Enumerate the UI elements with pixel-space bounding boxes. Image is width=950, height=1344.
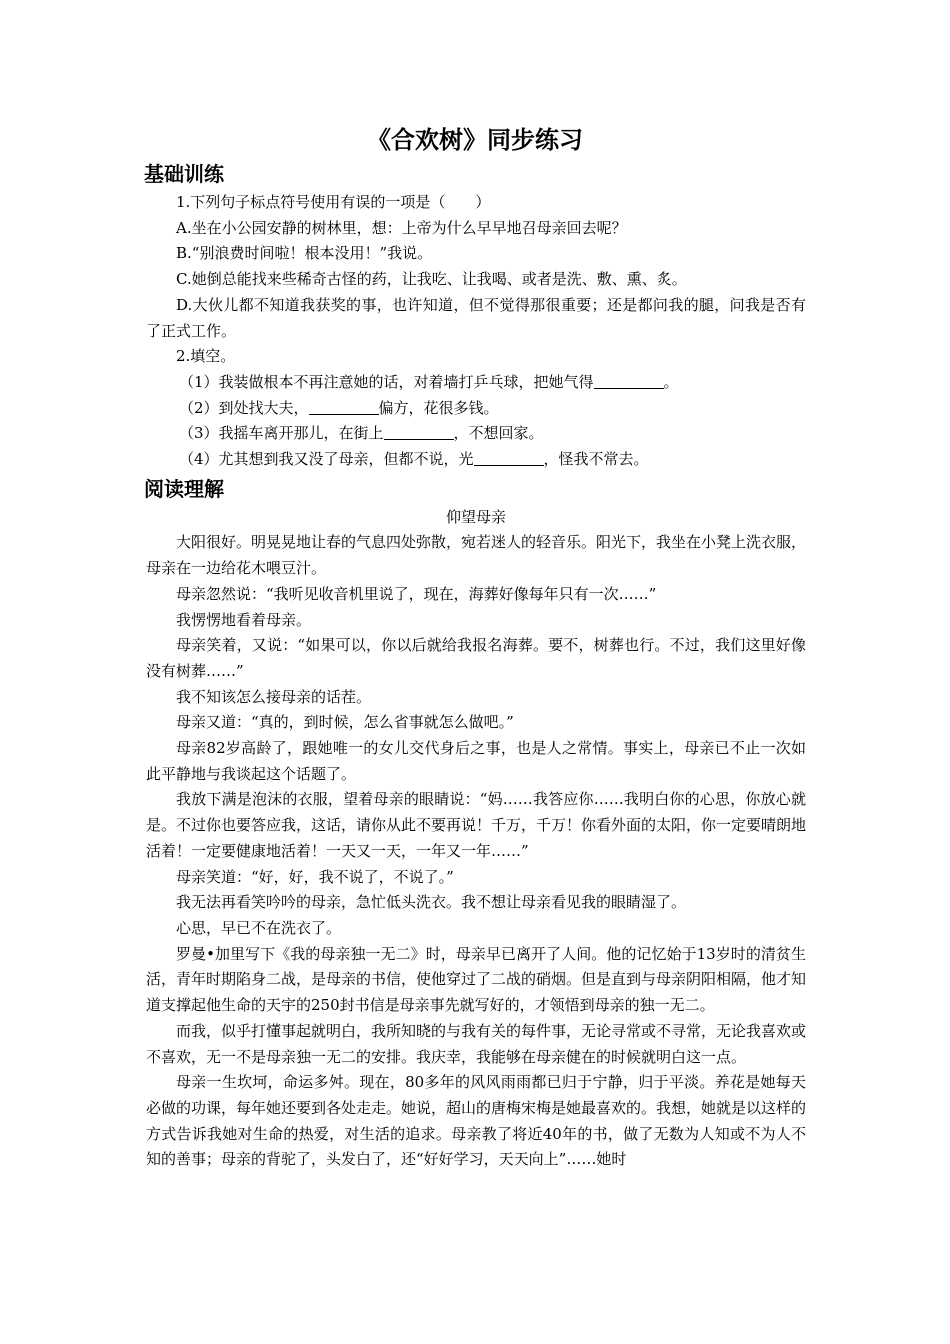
passage-paragraph: 母亲笑着，又说：“如果可以，你以后就给我报名海葬。要不，树葬也行。不过，我们这里好像没有树葬……” <box>146 636 806 680</box>
passage-paragraph: 我无法再看笑吟吟的母亲，急忙低头洗衣。我不想让母亲看见我的眼睛湿了。 <box>176 893 687 912</box>
fill-item-text: （1）我装做根本不再注意她的话，对着墙打乒乓球，把她气得 <box>179 372 594 391</box>
passage-paragraph: 而我，似乎打懂事起就明白，我所知晓的与我有关的每件事，无论寻常或不寻常，无论我喜欢或不喜欢，无一不是母亲独一无二的安排。我庆幸，我能够在母亲健在的时候就明白这一点。 <box>146 1021 807 1066</box>
passage-paragraph: 我愣愣地看着母亲。 <box>176 610 312 629</box>
question-2-stem: 2.填空。 <box>176 347 236 366</box>
question-1-option-c: C.她倒总能找来些稀奇古怪的药，让我吃、让我喝、或者是洗、敷、熏、炙。 <box>176 270 687 289</box>
fill-item-4 <box>146 447 806 473</box>
fill-item-text: 偏方，花很多钱。 <box>378 398 499 417</box>
passage-title: 仰望母亲 <box>445 507 506 526</box>
fill-item-text: 。 <box>663 372 679 391</box>
fill-item-3 <box>146 421 806 447</box>
passage-paragraph: 大阳很好。明晃晃地让春的气息四处弥散，宛若迷人的轻音乐。阳光下，我坐在小凳上洗衣服，母亲在一边给花木喂豆汁。 <box>146 533 807 578</box>
passage-paragraph: 母亲82岁高龄了，跟她唯一的女儿交代身后之事，也是人之常情。事实上，母亲已不止一次如此平静地与我谈起这个话题了。 <box>146 739 806 783</box>
fill-item-text: ，怪我不常去。 <box>543 450 649 469</box>
fill-item-text: （4）尤其想到我又没了母亲，但都不说，光 <box>179 450 474 469</box>
fill-blank <box>309 399 379 415</box>
passage-paragraph: 母亲又道：“真的，到时候，怎么省事就怎么做吧。” <box>176 713 514 732</box>
question-1-option-d: D.大伙儿都不知道我获奖的事，也许知道，但不觉得那很重要；还是都问我的腿，问我是否有了正式工作。 <box>146 295 806 340</box>
question-1-option-b: B.“别浪费时间啦！根本没用！”我说。 <box>176 244 433 263</box>
passage-paragraph: 我不知该怎么接母亲的话茬。 <box>176 687 372 706</box>
passage-paragraph: 母亲忽然说：“我听见收音机里说了，现在，海葬好像每年只有一次……” <box>176 584 657 603</box>
document-body <box>146 158 806 1173</box>
fill-item-2 <box>146 396 806 422</box>
question-1-stem: 1.下列句子标点符号使用有误的一项是（ ） <box>176 193 491 211</box>
passage-paragraph: 母亲一生坎坷，命运多舛。现在，80多年的风风雨雨都已归于宁静，归于平淡。养花是她每天必做的功课，每年她还要到各处走走。她说，超山的唐梅宋梅是她最喜欢的。我想，她就是以这样的方式告诉我她对生命的热爱，对生活的追求。母亲教了将近40年的书，做了无数为人知或不为人不知的善事；母亲的背驼了，头发白了，还“好好学习，天天向上”……她时 <box>146 1073 807 1169</box>
passage-paragraph: 心思，早已不在洗衣了。 <box>176 918 342 937</box>
passage-paragraph: 母亲笑道：“好，好，我不说了，不说了。” <box>176 867 454 886</box>
passage-paragraph: 罗曼•加里写下《我的母亲独一无二》时，母亲早已离开了人间。他的记忆始于13岁时的清贫生活，青年时期陷身二战，是母亲的书信，使他穿过了二战的硝烟。但是直到与母亲阴阳相隔，他才知道支撑起他生命的天宇的250封书信是母亲事先就写好的，才领悟到母亲的独一无二。 <box>146 944 807 1015</box>
section-heading-basic-training: 基础训练 <box>144 162 224 186</box>
fill-blank <box>384 424 454 440</box>
fill-item-1 <box>146 370 806 396</box>
document-title: 《合欢树》同步练习 <box>367 126 583 154</box>
fill-item-text: （3）我摇车离开那儿，在街上 <box>179 424 384 443</box>
passage-paragraph: 我放下满是泡沫的衣服，望着母亲的眼睛说：“妈……我答应你……我明白你的心思，你放心就是。不过你也要答应我，这话，请你从此不要再说！千万，千万！你看外面的太阳，你一定要晴朗地活着！一定要健康地活着！一天又一天，一年又一年……” <box>146 790 807 860</box>
section-heading-reading: 阅读理解 <box>144 476 224 501</box>
fill-blank <box>594 373 664 389</box>
question-1-option-a: A.坐在小公园安静的树林里，想：上帝为什么早早地召母亲回去呢？ <box>176 218 627 237</box>
fill-item-text: （2）到处找大夫， <box>179 398 309 417</box>
fill-item-text: ，不想回家。 <box>453 424 544 443</box>
fill-blank <box>474 450 544 466</box>
